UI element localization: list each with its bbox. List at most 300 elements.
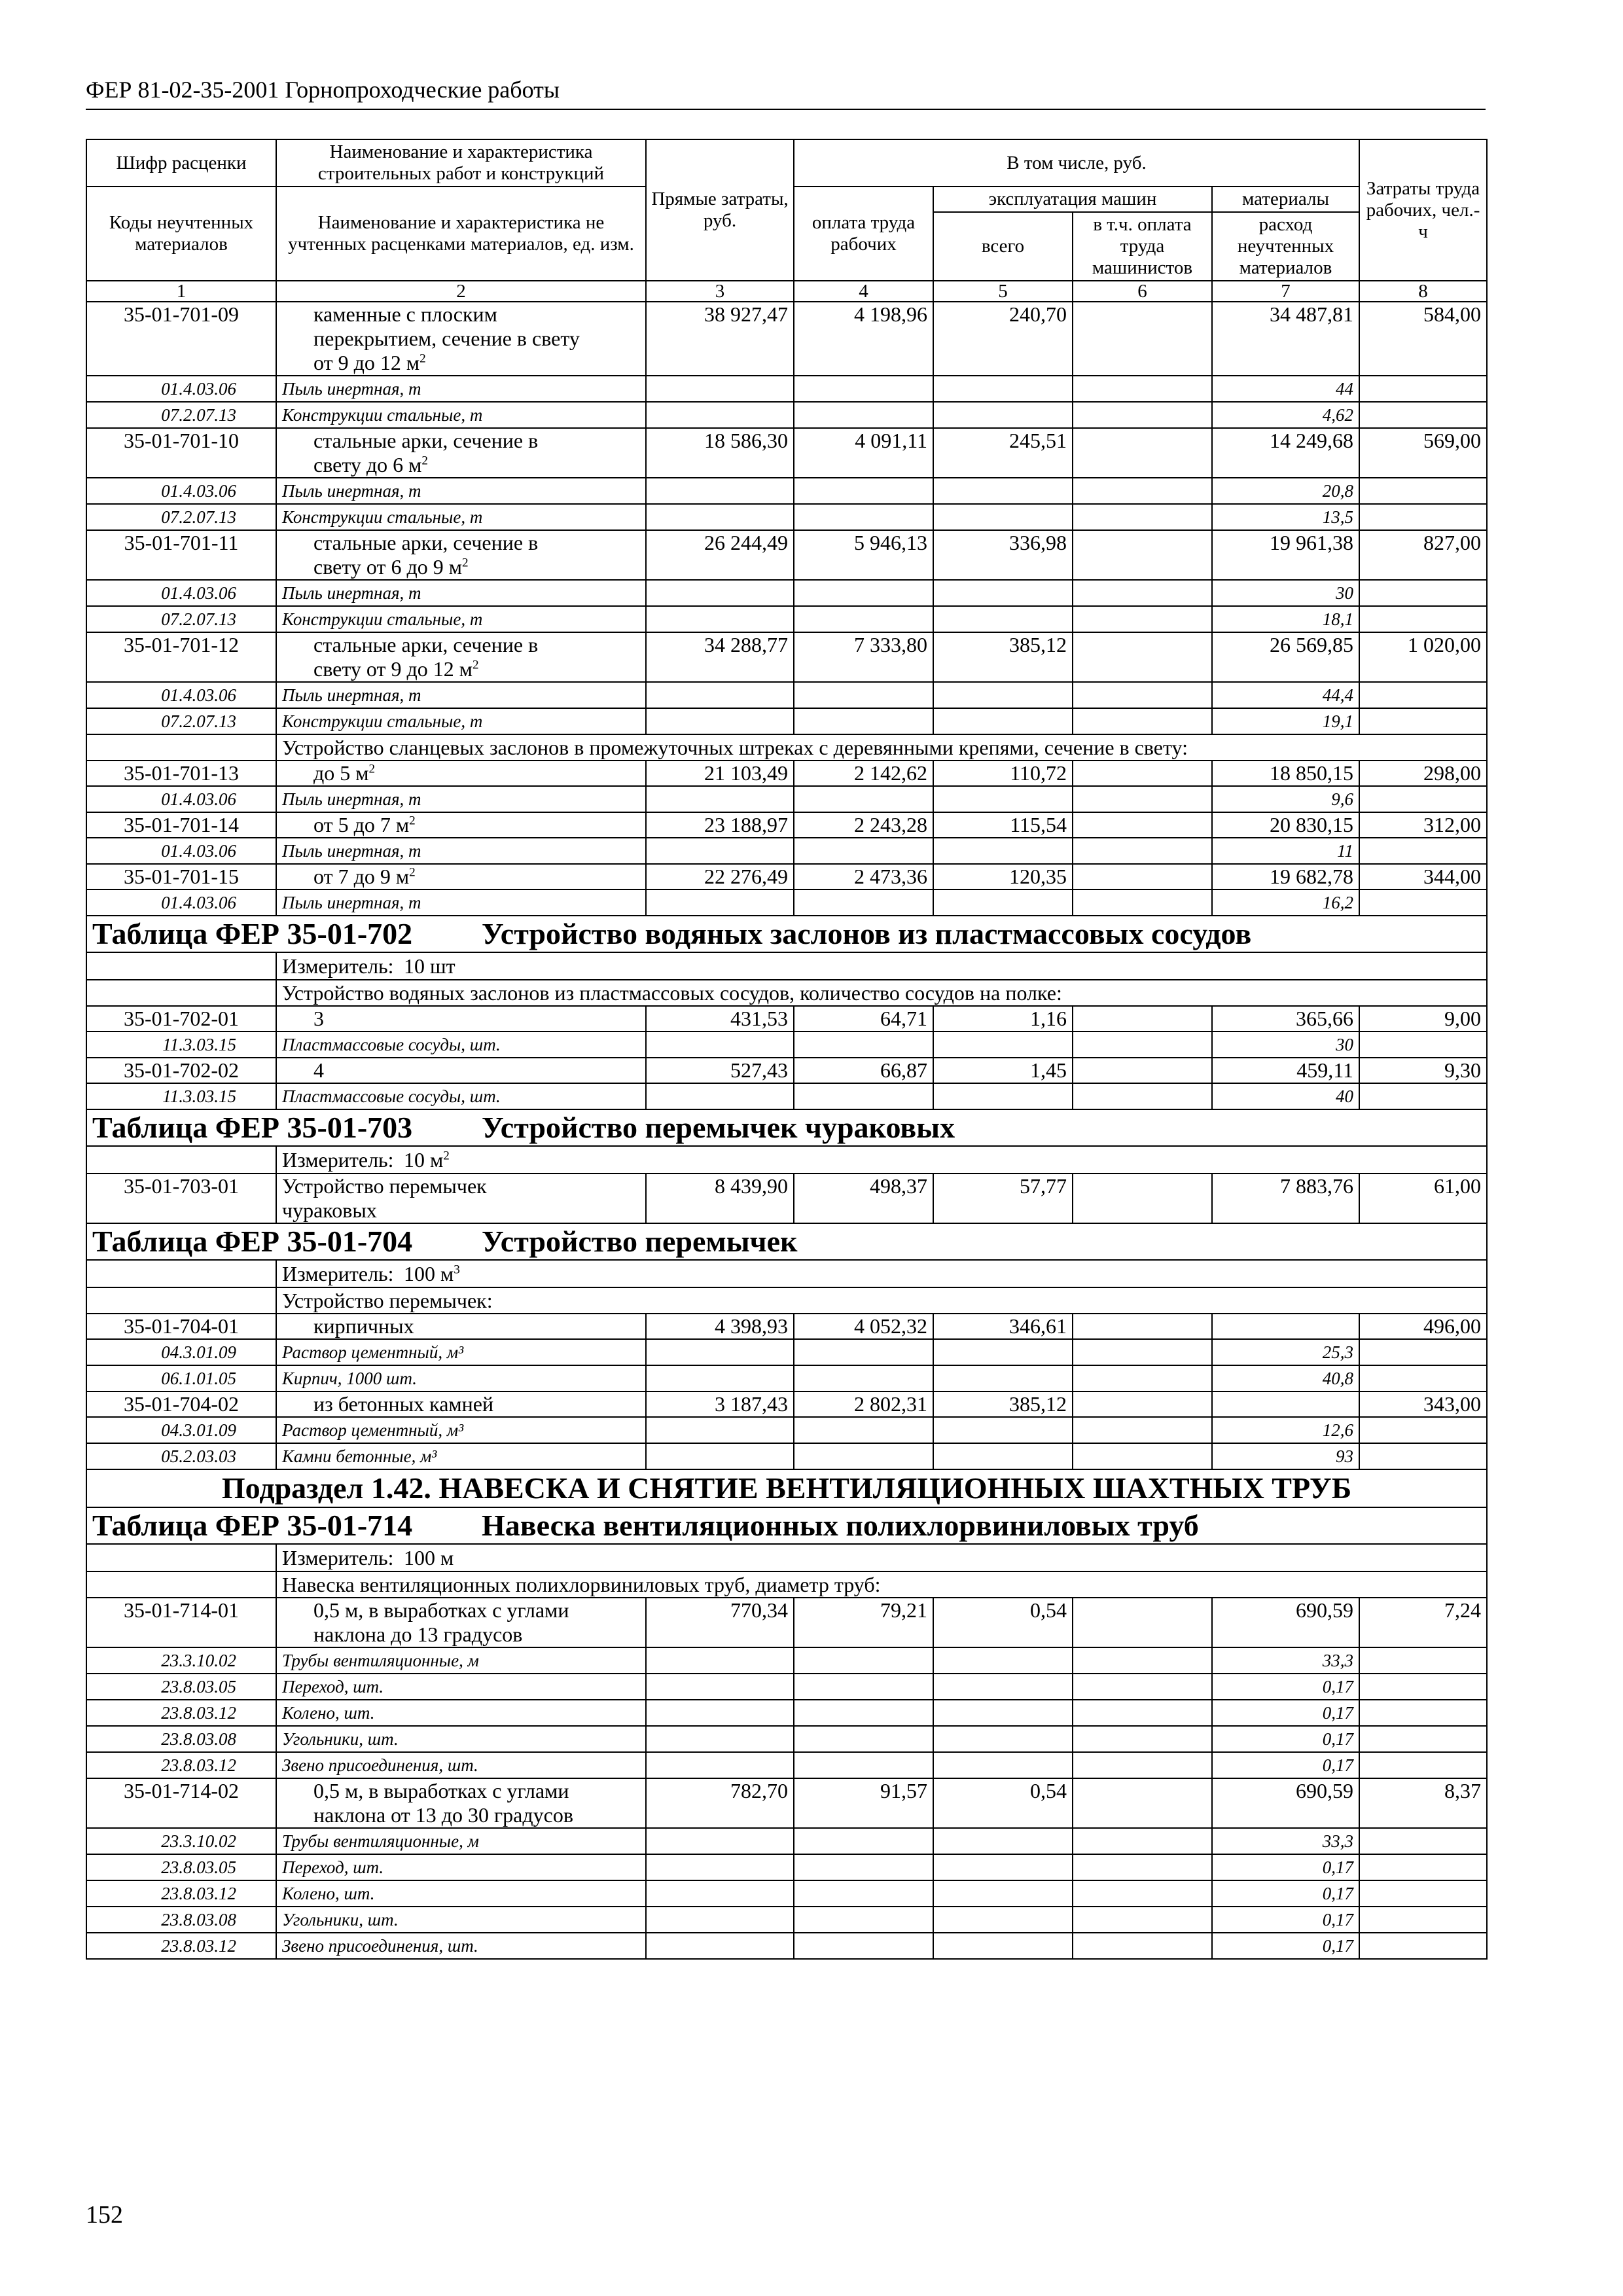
empty-cell xyxy=(1073,376,1212,402)
materials-cost: 690,59 xyxy=(1212,1778,1359,1828)
material-name: Пыль инертная, т xyxy=(276,478,646,504)
unit-exponent: 2 xyxy=(443,1149,450,1163)
material-row xyxy=(86,1365,1487,1391)
material-name: Пыль инертная, т xyxy=(276,580,646,606)
empty-cell xyxy=(933,1647,1073,1674)
direct-cost: 22 276,49 xyxy=(646,864,794,889)
empty-cell xyxy=(1359,1880,1487,1907)
measure-row xyxy=(86,1544,1487,1571)
measure-value: 100 м xyxy=(404,1262,454,1285)
empty-cell xyxy=(933,580,1073,606)
labor-pay: 64,71 xyxy=(794,1006,933,1031)
material-code: 23.8.03.08 xyxy=(86,1907,276,1933)
material-name: Конструкции стальные, т xyxy=(276,708,646,734)
empty-cell xyxy=(794,1828,933,1854)
empty-cell xyxy=(1073,1752,1212,1778)
material-quantity: 0,17 xyxy=(1212,1674,1359,1700)
material-name: Конструкции стальные, т xyxy=(276,606,646,632)
labor-pay: 498,37 xyxy=(794,1174,933,1223)
rate-name xyxy=(276,864,646,889)
unit-exponent: 2 xyxy=(409,865,416,880)
empty-cell xyxy=(1359,1443,1487,1469)
material-row xyxy=(86,1880,1487,1907)
rate-name-line: от 5 до 7 м xyxy=(313,813,410,836)
empty-cell xyxy=(1359,1674,1487,1700)
empty-cell xyxy=(933,1854,1073,1880)
material-code: 23.8.03.12 xyxy=(86,1752,276,1778)
direct-cost: 431,53 xyxy=(646,1006,794,1031)
empty-cell xyxy=(646,1880,794,1907)
page-number: 152 xyxy=(86,2201,123,2229)
empty-cell xyxy=(933,708,1073,734)
machinists-pay xyxy=(1073,632,1212,682)
material-row xyxy=(86,1933,1487,1959)
labor-hours: 827,00 xyxy=(1359,530,1487,580)
material-row xyxy=(86,1339,1487,1365)
col-number: 3 xyxy=(646,281,794,302)
empty-cell xyxy=(794,1083,933,1109)
rate-name-line: перекрытием, сечение в свету xyxy=(313,327,580,350)
material-code: 11.3.03.15 xyxy=(86,1031,276,1058)
rate-code: 35-01-714-02 xyxy=(86,1778,276,1828)
materials-cost: 7 883,76 xyxy=(1212,1174,1359,1223)
empty-cell xyxy=(1359,1828,1487,1854)
machinists-pay xyxy=(1073,1391,1212,1417)
rate-name-line: стальные арки, сечение в xyxy=(313,633,539,656)
empty-cell xyxy=(1073,1700,1212,1726)
material-row xyxy=(86,1854,1487,1880)
unit-exponent: 2 xyxy=(409,814,416,828)
labor-pay: 4 052,32 xyxy=(794,1314,933,1339)
col-number: 6 xyxy=(1073,281,1212,302)
empty-cell xyxy=(86,1544,276,1571)
group-note: Устройство сланцевых заслонов в промежуточных штреках с деревянными крепями, сечение в свету: xyxy=(276,734,1487,761)
empty-cell xyxy=(646,1083,794,1109)
rate-code: 35-01-701-15 xyxy=(86,864,276,889)
material-row xyxy=(86,889,1487,916)
material-row xyxy=(86,1647,1487,1674)
material-name: Переход, шт. xyxy=(276,1854,646,1880)
direct-cost: 23 188,97 xyxy=(646,812,794,838)
machinists-pay xyxy=(1073,1006,1212,1031)
empty-cell xyxy=(794,1854,933,1880)
material-quantity: 19,1 xyxy=(1212,708,1359,734)
empty-cell xyxy=(933,1880,1073,1907)
rate-name xyxy=(276,632,646,682)
rate-row xyxy=(86,1391,1487,1417)
empty-cell xyxy=(1073,1083,1212,1109)
material-name: Раствор цементный, м³ xyxy=(276,1339,646,1365)
empty-cell xyxy=(794,376,933,402)
empty-cell xyxy=(646,1365,794,1391)
material-row xyxy=(86,1752,1487,1778)
labor-pay: 2 473,36 xyxy=(794,864,933,889)
rate-name-line: 0,5 м, в выработках с углами xyxy=(313,1779,569,1803)
empty-cell xyxy=(1073,708,1212,734)
rate-name-line: из бетонных камней xyxy=(313,1392,494,1416)
empty-cell xyxy=(1359,682,1487,708)
rate-row xyxy=(86,864,1487,889)
empty-cell xyxy=(1073,606,1212,632)
empty-cell xyxy=(646,1031,794,1058)
empty-cell xyxy=(794,1880,933,1907)
empty-cell xyxy=(86,952,276,980)
rate-row xyxy=(86,428,1487,478)
labor-hours: 584,00 xyxy=(1359,302,1487,376)
measure-label: Измеритель: xyxy=(282,954,394,978)
empty-cell xyxy=(1073,1933,1212,1959)
col-machines-header: эксплуатация машин xyxy=(933,187,1212,212)
material-code: 23.8.03.05 xyxy=(86,1674,276,1700)
materials-cost: 690,59 xyxy=(1212,1598,1359,1647)
labor-pay: 2 142,62 xyxy=(794,761,933,786)
material-row xyxy=(86,708,1487,734)
empty-cell xyxy=(1073,504,1212,530)
labor-pay: 7 333,80 xyxy=(794,632,933,682)
machines-total: 346,61 xyxy=(933,1314,1073,1339)
material-name: Кирпич, 1000 шт. xyxy=(276,1365,646,1391)
material-name: Пыль инертная, т xyxy=(276,889,646,916)
empty-cell xyxy=(794,708,933,734)
empty-cell xyxy=(1073,1854,1212,1880)
empty-cell xyxy=(1359,402,1487,428)
table-title xyxy=(86,1109,1487,1146)
material-code: 11.3.03.15 xyxy=(86,1083,276,1109)
material-quantity: 40,8 xyxy=(1212,1365,1359,1391)
empty-cell xyxy=(1359,1365,1487,1391)
material-name: Пыль инертная, т xyxy=(276,838,646,864)
machines-total: 0,54 xyxy=(933,1598,1073,1647)
machines-total: 1,45 xyxy=(933,1058,1073,1083)
material-row xyxy=(86,402,1487,428)
col-mach-pay-header: в т.ч. оплата труда машинистов xyxy=(1073,212,1212,281)
rate-name xyxy=(276,1598,646,1647)
measure-row xyxy=(86,952,1487,980)
empty-cell xyxy=(794,478,933,504)
empty-cell xyxy=(933,1828,1073,1854)
materials-cost: 20 830,15 xyxy=(1212,812,1359,838)
rate-name xyxy=(276,1314,646,1339)
col-mat-name-header: Наименование и характеристика не учтенных расценками материалов, ед. изм. xyxy=(276,187,646,281)
empty-cell xyxy=(1359,708,1487,734)
machines-total: 385,12 xyxy=(933,632,1073,682)
direct-cost: 34 288,77 xyxy=(646,632,794,682)
empty-cell xyxy=(933,1417,1073,1443)
measure-unit xyxy=(276,1260,1487,1287)
empty-cell xyxy=(794,504,933,530)
labor-hours: 9,00 xyxy=(1359,1006,1487,1031)
machinists-pay xyxy=(1073,812,1212,838)
empty-cell xyxy=(933,1365,1073,1391)
empty-cell xyxy=(794,1031,933,1058)
col-mat-usage-header: расход неучтенных материалов xyxy=(1212,212,1359,281)
material-quantity: 93 xyxy=(1212,1443,1359,1469)
rate-row xyxy=(86,1006,1487,1031)
material-quantity: 16,2 xyxy=(1212,889,1359,916)
rate-name xyxy=(276,761,646,786)
direct-cost: 527,43 xyxy=(646,1058,794,1083)
empty-cell xyxy=(646,786,794,812)
material-code: 04.3.01.09 xyxy=(86,1339,276,1365)
labor-pay: 2 802,31 xyxy=(794,1391,933,1417)
col-labor-header: оплата труда рабочих xyxy=(794,187,933,281)
rate-row xyxy=(86,530,1487,580)
direct-cost: 26 244,49 xyxy=(646,530,794,580)
material-code: 05.2.03.03 xyxy=(86,1443,276,1469)
table-title-row xyxy=(86,1109,1487,1146)
direct-cost: 21 103,49 xyxy=(646,761,794,786)
unit-exponent: 2 xyxy=(419,351,426,366)
rate-row xyxy=(86,1174,1487,1223)
material-quantity: 4,62 xyxy=(1212,402,1359,428)
material-code: 06.1.01.05 xyxy=(86,1365,276,1391)
rate-code: 35-01-704-02 xyxy=(86,1391,276,1417)
material-name: Пластмассовые сосуды, шт. xyxy=(276,1083,646,1109)
rate-name xyxy=(276,1058,646,1083)
empty-cell xyxy=(646,1700,794,1726)
empty-cell xyxy=(86,1571,276,1598)
col-name-header: Наименование и характеристика строительных работ и конструкций xyxy=(276,139,646,187)
rate-name-line: свету от 9 до 12 м xyxy=(313,657,473,681)
empty-cell xyxy=(933,1339,1073,1365)
empty-cell xyxy=(794,1339,933,1365)
labor-pay: 66,87 xyxy=(794,1058,933,1083)
empty-cell xyxy=(1359,1854,1487,1880)
machines-total: 120,35 xyxy=(933,864,1073,889)
machines-total: 110,72 xyxy=(933,761,1073,786)
material-quantity: 13,5 xyxy=(1212,504,1359,530)
material-code: 01.4.03.06 xyxy=(86,889,276,916)
group-note-row xyxy=(86,980,1487,1006)
unit-exponent: 2 xyxy=(368,762,376,776)
material-row xyxy=(86,606,1487,632)
rate-row xyxy=(86,302,1487,376)
column-numbers-row xyxy=(86,281,1487,302)
table-code: Таблица ФЕР 35-01-702 xyxy=(92,917,413,950)
rate-code: 35-01-701-09 xyxy=(86,302,276,376)
material-row xyxy=(86,1031,1487,1058)
empty-cell xyxy=(646,1339,794,1365)
col-materials-header: материалы xyxy=(1212,187,1359,212)
group-note: Навеска вентиляционных полихлорвиниловых труб, диаметр труб: xyxy=(276,1571,1487,1598)
empty-cell xyxy=(1359,1933,1487,1959)
empty-cell xyxy=(646,1752,794,1778)
material-code: 04.3.01.09 xyxy=(86,1417,276,1443)
material-code: 23.3.10.02 xyxy=(86,1828,276,1854)
empty-cell xyxy=(794,1726,933,1752)
empty-cell xyxy=(1073,1647,1212,1674)
table-name: Устройство водяных заслонов из пластмассовых сосудов xyxy=(482,917,1252,950)
direct-cost: 38 927,47 xyxy=(646,302,794,376)
material-code: 07.2.07.13 xyxy=(86,606,276,632)
empty-cell xyxy=(933,1933,1073,1959)
labor-pay: 2 243,28 xyxy=(794,812,933,838)
measure-row xyxy=(86,1146,1487,1174)
materials-cost: 365,66 xyxy=(1212,1006,1359,1031)
rate-code: 35-01-701-10 xyxy=(86,428,276,478)
rate-name xyxy=(276,1778,646,1828)
empty-cell xyxy=(933,1674,1073,1700)
material-row xyxy=(86,376,1487,402)
empty-cell xyxy=(794,1443,933,1469)
empty-cell xyxy=(794,786,933,812)
empty-cell xyxy=(933,1083,1073,1109)
labor-pay: 4 198,96 xyxy=(794,302,933,376)
col-mach-total-header: всего xyxy=(933,212,1073,281)
empty-cell xyxy=(1359,889,1487,916)
empty-cell xyxy=(1359,606,1487,632)
empty-cell xyxy=(646,478,794,504)
section-title-row xyxy=(86,1469,1487,1507)
table-title-row xyxy=(86,1507,1487,1544)
measure-unit xyxy=(276,1146,1487,1174)
empty-cell xyxy=(1073,1365,1212,1391)
empty-cell xyxy=(1359,786,1487,812)
table-name: Навеска вентиляционных полихлорвиниловых труб xyxy=(482,1509,1199,1542)
empty-cell xyxy=(1073,786,1212,812)
empty-cell xyxy=(1359,1417,1487,1443)
empty-cell xyxy=(933,889,1073,916)
empty-cell xyxy=(646,1674,794,1700)
machines-total: 0,54 xyxy=(933,1778,1073,1828)
labor-pay: 4 091,11 xyxy=(794,428,933,478)
unit-exponent: 3 xyxy=(454,1263,460,1277)
rate-name xyxy=(276,530,646,580)
empty-cell xyxy=(86,1287,276,1314)
empty-cell xyxy=(933,838,1073,864)
material-quantity: 12,6 xyxy=(1212,1417,1359,1443)
empty-cell xyxy=(1073,682,1212,708)
empty-cell xyxy=(646,1417,794,1443)
rate-name-line: Устройство перемычек xyxy=(282,1174,487,1198)
material-quantity: 11 xyxy=(1212,838,1359,864)
material-code: 07.2.07.13 xyxy=(86,708,276,734)
empty-cell xyxy=(646,1933,794,1959)
group-note: Устройство перемычек: xyxy=(276,1287,1487,1314)
machines-total: 336,98 xyxy=(933,530,1073,580)
labor-hours: 8,37 xyxy=(1359,1778,1487,1828)
empty-cell xyxy=(1359,376,1487,402)
material-name: Угольники, шт. xyxy=(276,1907,646,1933)
material-name: Переход, шт. xyxy=(276,1674,646,1700)
empty-cell xyxy=(1359,838,1487,864)
empty-cell xyxy=(1073,1828,1212,1854)
material-row xyxy=(86,1443,1487,1469)
rates-table xyxy=(86,139,1488,1960)
empty-cell xyxy=(646,1828,794,1854)
measure-unit xyxy=(276,1544,1487,1571)
machinists-pay xyxy=(1073,530,1212,580)
labor-hours: 1 020,00 xyxy=(1359,632,1487,682)
machinists-pay xyxy=(1073,1058,1212,1083)
materials-cost: 18 850,15 xyxy=(1212,761,1359,786)
rate-row xyxy=(86,1778,1487,1828)
material-code: 01.4.03.06 xyxy=(86,376,276,402)
material-row xyxy=(86,1674,1487,1700)
empty-cell xyxy=(933,1907,1073,1933)
material-row xyxy=(86,838,1487,864)
header-row-1 xyxy=(86,139,1487,187)
empty-cell xyxy=(794,889,933,916)
machinists-pay xyxy=(1073,302,1212,376)
material-name: Трубы вентиляционные, м xyxy=(276,1828,646,1854)
empty-cell xyxy=(646,376,794,402)
empty-cell xyxy=(1073,1907,1212,1933)
empty-cell xyxy=(933,1031,1073,1058)
col-number: 8 xyxy=(1359,281,1487,302)
material-name: Колено, шт. xyxy=(276,1700,646,1726)
rate-name xyxy=(276,1391,646,1417)
machines-total: 240,70 xyxy=(933,302,1073,376)
material-quantity: 30 xyxy=(1212,580,1359,606)
empty-cell xyxy=(646,504,794,530)
direct-cost: 18 586,30 xyxy=(646,428,794,478)
empty-cell xyxy=(1073,1443,1212,1469)
empty-cell xyxy=(646,682,794,708)
material-quantity: 33,3 xyxy=(1212,1647,1359,1674)
material-name: Пластмассовые сосуды, шт. xyxy=(276,1031,646,1058)
empty-cell xyxy=(1359,1700,1487,1726)
empty-cell xyxy=(794,1365,933,1391)
rate-code: 35-01-701-12 xyxy=(86,632,276,682)
col-direct-header: Прямые затраты, руб. xyxy=(646,139,794,281)
material-code: 01.4.03.06 xyxy=(86,478,276,504)
rate-code: 35-01-701-11 xyxy=(86,530,276,580)
material-name: Раствор цементный, м³ xyxy=(276,1417,646,1443)
material-quantity: 44,4 xyxy=(1212,682,1359,708)
material-name: Звено присоединения, шт. xyxy=(276,1933,646,1959)
empty-cell xyxy=(933,786,1073,812)
measure-value: 100 м xyxy=(404,1546,454,1570)
machinists-pay xyxy=(1073,1174,1212,1223)
rate-name-line: свету от 6 до 9 м xyxy=(313,555,462,579)
col-mat-codes-header: Коды неучтенных материалов xyxy=(86,187,276,281)
rate-code: 35-01-714-01 xyxy=(86,1598,276,1647)
empty-cell xyxy=(794,1700,933,1726)
labor-hours: 344,00 xyxy=(1359,864,1487,889)
empty-cell xyxy=(933,504,1073,530)
material-name: Камни бетонные, м³ xyxy=(276,1443,646,1469)
rate-row xyxy=(86,1058,1487,1083)
empty-cell xyxy=(1359,580,1487,606)
labor-pay: 79,21 xyxy=(794,1598,933,1647)
empty-cell xyxy=(1359,1339,1487,1365)
machines-total: 57,77 xyxy=(933,1174,1073,1223)
material-row xyxy=(86,1828,1487,1854)
empty-cell xyxy=(646,606,794,632)
rate-name-line: до 5 м xyxy=(313,761,369,785)
section-title: Подраздел 1.42. НАВЕСКА И СНЯТИЕ ВЕНТИЛЯЦИОННЫХ ШАХТНЫХ ТРУБ xyxy=(86,1469,1487,1507)
empty-cell xyxy=(1073,1031,1212,1058)
table-code: Таблица ФЕР 35-01-704 xyxy=(92,1225,413,1258)
rate-name-line: от 9 до 12 м xyxy=(313,351,420,374)
machinists-pay xyxy=(1073,1778,1212,1828)
labor-hours: 569,00 xyxy=(1359,428,1487,478)
empty-cell xyxy=(1073,1880,1212,1907)
empty-cell xyxy=(1073,580,1212,606)
empty-cell xyxy=(933,682,1073,708)
rate-code: 35-01-701-13 xyxy=(86,761,276,786)
empty-cell xyxy=(86,1260,276,1287)
empty-cell xyxy=(646,1647,794,1674)
empty-cell xyxy=(1359,1752,1487,1778)
empty-cell xyxy=(794,606,933,632)
material-code: 23.3.10.02 xyxy=(86,1647,276,1674)
material-code: 23.8.03.08 xyxy=(86,1726,276,1752)
machines-total: 385,12 xyxy=(933,1391,1073,1417)
rate-code: 35-01-703-01 xyxy=(86,1174,276,1223)
empty-cell xyxy=(86,980,276,1006)
